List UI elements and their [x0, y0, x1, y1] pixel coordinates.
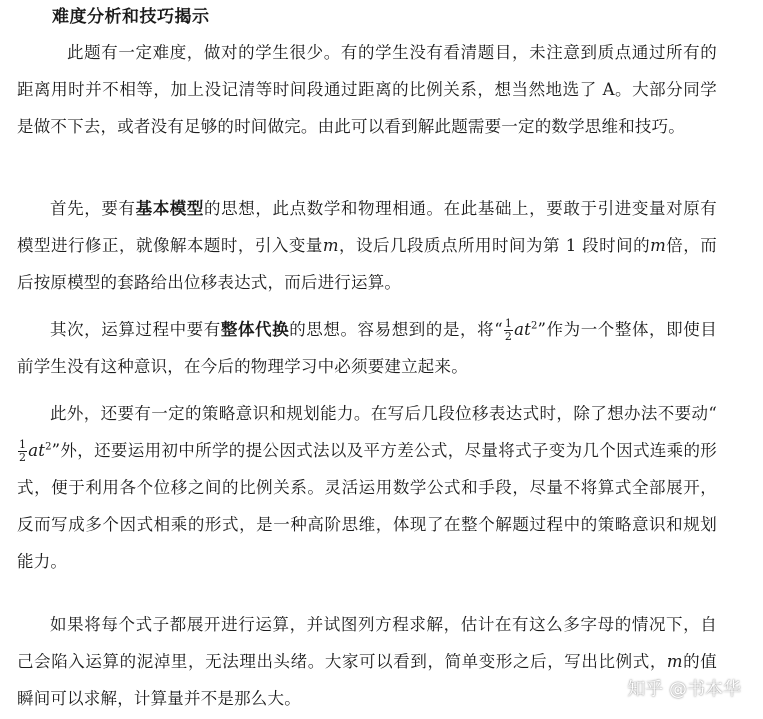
- text-segment: 倍，而后按原模型的套路给出位移表达式，而后进行运算。: [17, 236, 717, 292]
- text-segment: 的思想。容易想到的是，将“: [289, 320, 503, 339]
- text-segment: 的值瞬间可以求解，计算量并不是那么大。: [17, 652, 717, 708]
- math-variable: m: [666, 652, 683, 671]
- math-expression: at: [514, 320, 531, 339]
- paragraph-strategy: [17, 395, 717, 580]
- fraction-numerator: 1: [19, 438, 27, 451]
- fraction-denominator: 2: [19, 451, 27, 464]
- paragraph-substitution: [17, 311, 717, 385]
- bold-term: 基本模型: [135, 199, 205, 218]
- text-segment: 首先，要有: [50, 199, 136, 218]
- paragraph-conclusion: [17, 606, 717, 717]
- text-segment: 如果将每个式子都展开进行运算，并试图列方程求解，估计在有这么多字母的情况下，自己会陷入运算的泥淖里，无法理出头绪。大家可以看到，简单变形之后，写出比例式，: [17, 615, 717, 671]
- text-segment: 的思想，此点数学和物理相通。在此基础上，要敢于引进变量对原有模型进行修正，就像解本题时，引入变量: [17, 199, 718, 255]
- fraction-denominator: 2: [504, 330, 513, 343]
- text-segment: 其次，运算过程中要有: [50, 320, 221, 339]
- paragraph-difficulty: 此题有一定难度，做对的学生很少。有的学生没有看清题目，未注意到质点通过所有的距离用时并不相等，加上没记清等时间段通过距离的比例关系，想当然地选了 A。大部分同学是做不下去，或者没有足够的时间做完。由此可以看到解此题需要一定的数学思维和技巧。: [17, 43, 717, 136]
- math-variable: m: [322, 236, 339, 255]
- text-segment: ”作为一个整体，即使目前学生没有这种意识，在今后的物理学习中必须要建立起来。: [17, 320, 717, 376]
- zhihu-watermark: 知乎 @书本华: [627, 679, 741, 700]
- math-variable: m: [650, 236, 666, 255]
- section-heading: 难度分析和技巧揭示: [52, 7, 210, 27]
- math-exponent: 2: [45, 441, 52, 453]
- text-segment: 此外，还要有一定的策略意识和规划能力。在写后几段位移表达式时，除了想办法不要动“: [50, 404, 717, 423]
- math-exponent: 2: [530, 320, 538, 332]
- text-segment: ”外，还要运用初中所学的提公因式法以及平方差公式，尽量将式子变为几个因式连乘的形式，便于利用各个位移之间的比例关系。灵活运用数学公式和手段，尽量不将算式全部展开，反而写成多个因式相乘的形式，是一种高阶思维，体现了在整个解题过程中的策略意识和规划能力。: [17, 441, 717, 571]
- paragraph-basic-model: [17, 190, 717, 301]
- text-segment: ，设后几段质点所用时间为第 1 段时间的: [338, 236, 651, 255]
- bold-term: 整体代换: [220, 320, 290, 339]
- math-fraction: [504, 318, 513, 343]
- fraction-numerator: 1: [504, 317, 513, 330]
- math-fraction: [18, 439, 27, 464]
- math-expression: at: [28, 441, 46, 460]
